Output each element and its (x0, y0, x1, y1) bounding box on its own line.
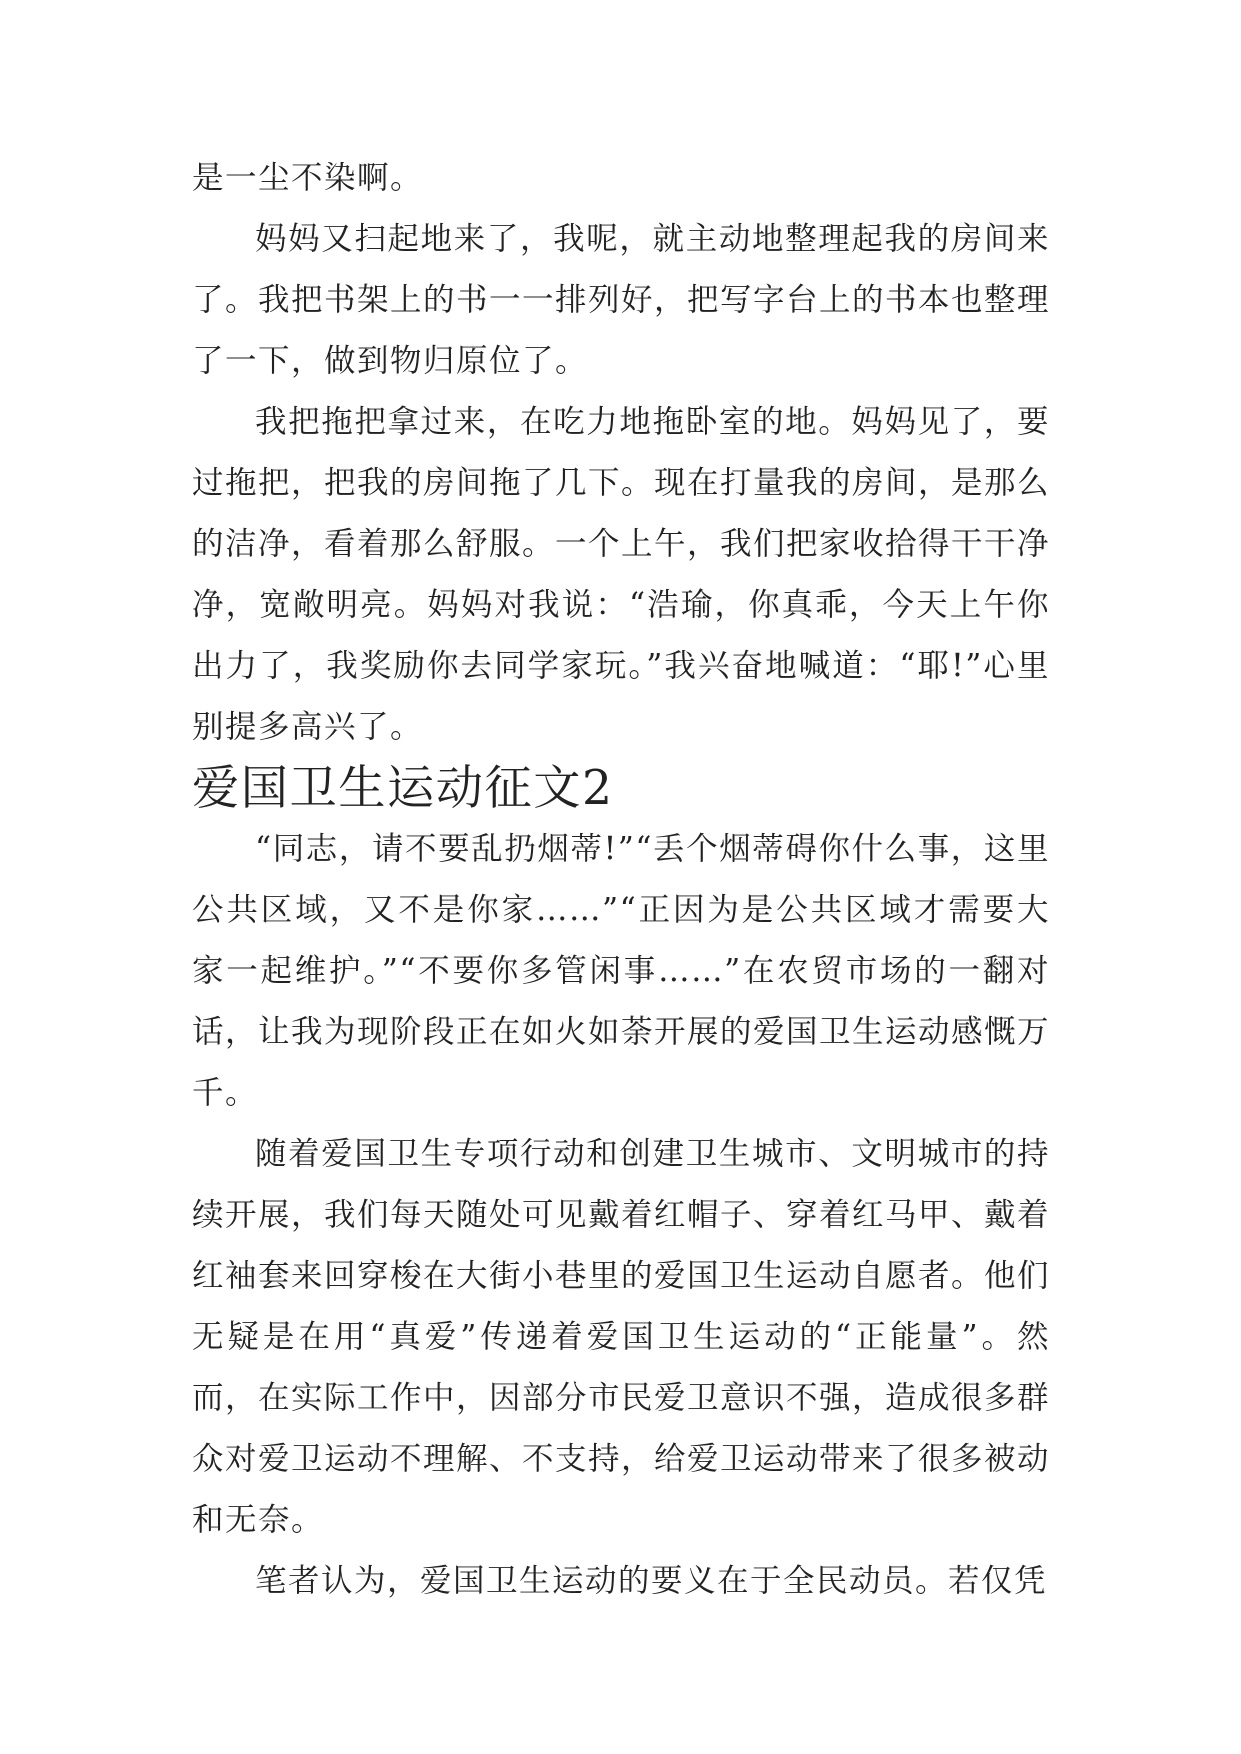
section-heading: 爱国卫生运动征文2 (192, 761, 614, 816)
paragraph-tidy-room: 妈妈又扫起地来了，我呢，就主动地整理起我的房间来了。我把书架上的书一一排列好，把写字台上的书本也整理了一下，做到物归原位了。 (192, 221, 1051, 379)
document-page (192, 148, 1050, 1612)
paragraph-mopping: 我把拖把拿过来，在吃力地拖卧室的地。妈妈见了，要过拖把，把我的房间拖了几下。现在打量我的房间，是那么的洁净，看着那么舒服。一个上午，我们把家收拾得干干净净，宽敞明亮。妈妈对我说：“浩瑜，你真乖，今天上午你出力了，我奖励你去同学家玩。”我兴奋地喊道：“耶!”心里别提多高兴了。 (192, 404, 1051, 745)
paragraph-volunteers: 随着爱国卫生专项行动和创建卫生城市、文明城市的持续开展，我们每天随处可见戴着红帽子、穿着红马甲、戴着红袖套来回穿梭在大街小巷里的爱国卫生运动自愿者。他们无疑是在用“真爱”传递着爱国卫生运动的“正能量”。然而，在实际工作中，因部分市民爱卫意识不强，造成很多群众对爱卫运动不理解、不支持，给爱卫运动带来了很多被动和无奈。 (192, 1136, 1051, 1538)
paragraph-continuation: 是一尘不染啊。 (192, 160, 424, 196)
paragraph-opinion: 笔者认为，爱国卫生运动的要义在于全民动员。若仅凭 (255, 1563, 1048, 1599)
paragraph-dialogue: “同志，请不要乱扔烟蒂!”“丢个烟蒂碍你什么事，这里公共区域，又不是你家……”“正因为是公共区域才需要大家一起维护。”“不要你多管闲事……”在农贸市场的一翻对话，让我为现阶段正在如火如荼开展的爱国卫生运动感慨万千。 (192, 831, 1051, 1111)
